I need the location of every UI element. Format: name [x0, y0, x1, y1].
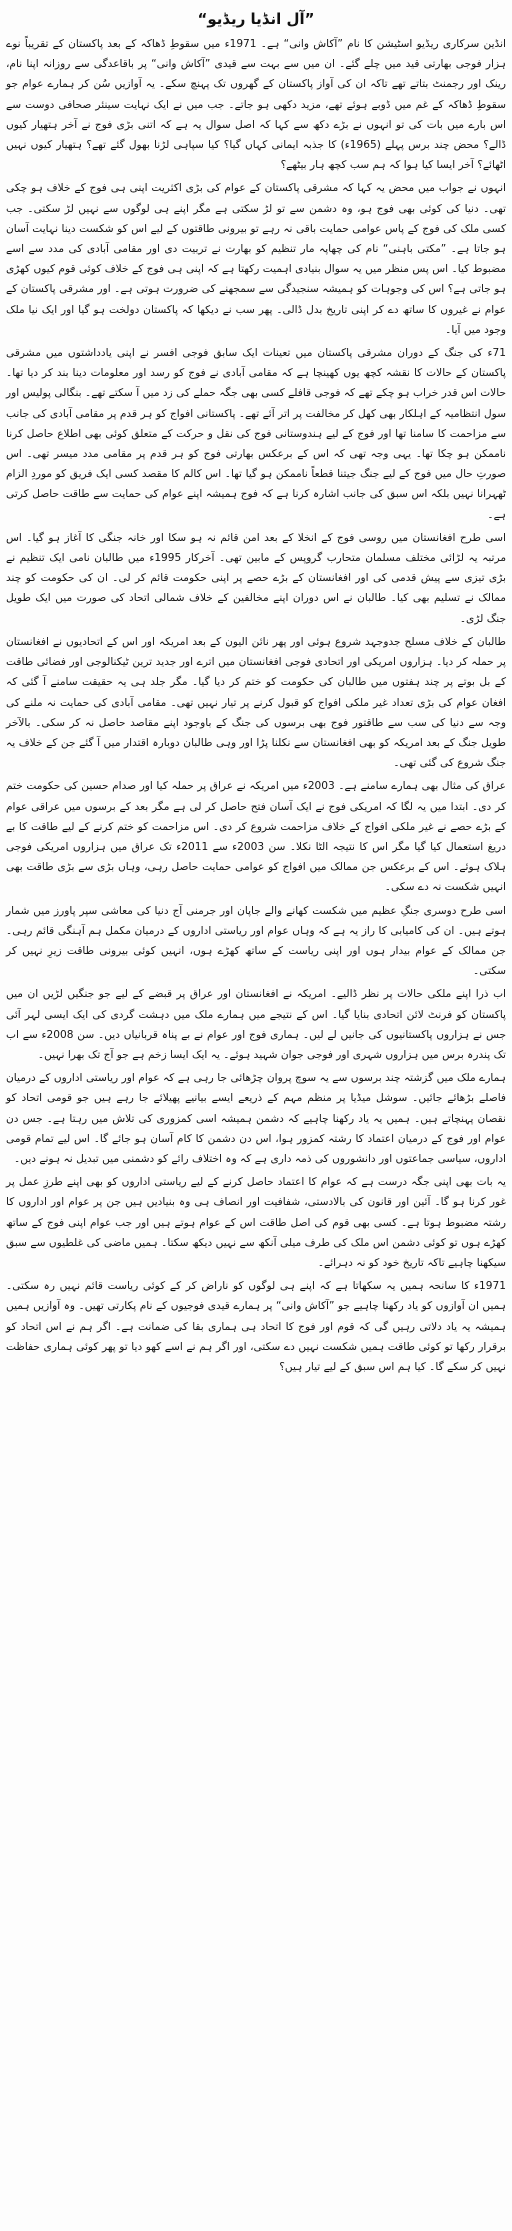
- paragraph: 71ء کی جنگ کے دوران مشرقی پاکستان میں تعینات ایک سابق فوجی افسر نے اپنی یادداشتوں میں مشرقی پاکستان کے حالات کا نقشہ کچھ یوں کھینچا ہے کہ مقامی آبادی نے فوج کو رسد اور معلومات دینا بند کر دیا تھا۔ حالات اس قدر خراب ہو چکے تھے کہ فوجی قافلے کسی بھی جگہ حملے کی زد میں آ سکتے تھے۔ بنگالی پولیس اور سول انتظامیہ کے اہلکار بھی کھل کر مخالفت پر اتر آئے تھے۔ پاکستانی افواج کو ہر قدم پر مقامی آبادی کی جانب سے مزاحمت کا سامنا تھا اور فوج کے لیے ہندوستانی فوج کی نقل و حرکت کے متعلق کوئی بھی اطلاع حاصل کرنا ناممکن ہو چکا تھا۔ یہی وجہ تھی کہ اس کے برعکس بھارتی فوج کو ہر قدم پر مقامی مدد میسر تھی۔ اس صورتِ حال میں فوج کے لیے جنگ جیتنا قطعاً ناممکن ہو گیا تھا۔ اس کالم کا مقصد کسی ایک فریق کو موردِ الزام ٹھہرانا نہیں بلکہ اس سبق کی جانب اشارہ کرنا ہے کہ فوج ہمیشہ اپنے عوام کی حمایت سے طاقت حاصل کرتی ہے۔: [6, 347, 506, 521]
- paragraph: ہمارے ملک میں گزشتہ چند برسوں سے یہ سوچ پروان چڑھائی جا رہی ہے کہ عوام اور ریاستی اداروں کے درمیان فاصلے بڑھائے جائیں۔ سوشل میڈیا پر منظم مہم کے ذریعے ایسے بیانیے پھیلائے جا رہے ہیں جو قومی اتحاد کو نقصان پہنچاتے ہیں۔ ہمیں یہ یاد رکھنا چاہیے کہ دشمن ہمیشہ اسی کمزوری کی تلاش میں رہتا ہے۔ جس دن عوام اور فوج کے درمیان اعتماد کا رشتہ کمزور ہوا، اس دن دشمن کا کام آسان ہو جائے گا۔ اس لیے تمام قومی اداروں، سیاسی جماعتوں اور دانشوروں کی ذمہ داری ہے کہ وہ اختلاف رائے کو دشمنی میں تبدیل نہ ہونے دیں۔: [6, 1072, 506, 1165]
- paragraph: انڈین سرکاری ریڈیو اسٹیشن کا نام ”آکاش وانی“ ہے۔ 1971ء میں سقوطِ ڈھاکہ کے بعد پاکستان کے تقریباً نوے ہزار فوجی بھارتی قید میں چلے گئے۔ ان میں سے بہت سے قیدی ”آکاش وانی“ پر باقاعدگی سے روزانہ اپنا نام، رینک اور رجمنٹ بتاتے تھے تاکہ ان کی آواز پاکستان کے گھروں تک پہنچ سکے۔ یہ آوازیں سُن کر ہمارے عوام جو سقوطِ ڈھاکہ کے غم میں ڈوبے ہوئے تھے، مزید دکھی ہو جاتے۔ جب میں نے ایک نہایت سینئر صحافی دوست سے اس بارے میں بات کی تو انہوں نے بڑے دکھ سے کہا کہ اصل سوال یہ ہے کہ اتنی بڑی فوج نے آخر ہتھیار کیوں ڈالے؟ محض چند برس پہلے (1965ء) کا جذبہ ایمانی کہاں گیا؟ کیا سپاہی لڑنا بھول گئے تھے؟ ہتھیار کیوں نہیں اٹھائے؟ آخر ایسا کیا ہوا کہ ہم سب کچھ ہار بیٹھے؟: [6, 38, 506, 172]
- paragraph: اسی طرح دوسری جنگِ عظیم میں شکست کھانے والے جاپان اور جرمنی آج دنیا کی معاشی سپر پاورز میں شمار ہوتے ہیں۔ ان کی کامیابی کا راز یہ ہے کہ وہاں عوام اور ریاستی اداروں کے درمیان مکمل ہم آہنگی قائم رہی۔ جن ممالک کے عوام بیدار ہوں اور اپنی ریاست کے ساتھ کھڑے ہوں، انہیں کوئی بیرونی طاقت زیرِ نہیں کر سکتی۔: [6, 904, 506, 978]
- paragraph: عراق کی مثال بھی ہمارے سامنے ہے۔ 2003ء میں امریکہ نے عراق پر حملہ کیا اور صدام حسین کی حکومت ختم کر دی۔ ابتدا میں یہ لگا کہ امریکی فوج نے ایک آسان فتح حاصل کر لی ہے مگر بعد کے برسوں میں عراقی عوام کے بڑے حصے نے غیر ملکی افواج کے خلاف مزاحمت شروع کر دی۔ اس مزاحمت کو ختم کرنے کے لیے طاقت کا بے دریغ استعمال کیا گیا مگر اس کا نتیجہ الٹا نکلا۔ سن 2003ء سے 2011ء تک عراق میں ہزاروں امریکی فوجی ہلاک ہوئے۔ اس کے برعکس جن ممالک میں افواج کو عوامی حمایت حاصل رہی، وہاں بڑی سے بڑی طاقت بھی انہیں شکست نہ دے سکی۔: [6, 780, 506, 894]
- paragraph: 1971ء کا سانحہ ہمیں یہ سکھاتا ہے کہ اپنے ہی لوگوں کو ناراض کر کے کوئی ریاست قائم نہیں رہ سکتی۔ ہمیں ان آوازوں کو یاد رکھنا چاہیے جو ”آکاش وانی“ پر ہمارے قیدی فوجیوں کے نام پکارتی تھیں۔ وہ آوازیں ہمیں ہمیشہ یہ یاد دلاتی رہیں گی کہ قوم اور فوج کا اتحاد ہی ہماری بقا کی ضمانت ہے۔ اگر ہم نے اس اتحاد کو برقرار رکھا تو کوئی طاقت ہمیں شکست نہیں دے سکتی، اور اگر ہم نے اسے کھو دیا تو پھر کوئی ہماری حفاظت نہیں کر سکے گا۔ کیا ہم اس سبق کے لیے تیار ہیں؟: [6, 1280, 506, 1373]
- paragraph: انہوں نے جواب میں محض یہ کہا کہ مشرقی پاکستان کے عوام کی بڑی اکثریت اپنی ہی فوج کے خلاف ہو چکی تھی۔ دنیا کی کوئی بھی فوج ہو، وہ دشمن سے تو لڑ سکتی ہے مگر اپنے ہی لوگوں سے نہیں لڑ سکتی۔ جب کسی ملک کی فوج کے پاس عوامی حمایت باقی نہ رہے تو بیرونی طاقتوں کے لیے اس کو شکست دینا نہایت آسان ہو جاتا ہے۔ ”مکتی باہنی“ نام کی چھاپہ مار تنظیم کو بھارت نے تربیت دی اور مقامی آبادی کی مدد سے اسے مضبوط کیا۔ اس پس منظر میں یہ سوال بنیادی اہمیت رکھتا ہے کہ اپنی ہی فوج کے خلاف کوئی قوم کیوں کھڑی ہو جاتی ہے؟ اس کی وجوہات کو ہمیشہ سنجیدگی سے سمجھنے کی ضرورت ہوتی ہے۔ اور مشرقی پاکستان کے عوام نے غیروں کا ساتھ دے کر اپنی تاریخ بدل ڈالی۔ پھر سب نے دیکھا کہ پاکستان دولخت ہو گیا اور ایک نیا ملک وجود میں آیا۔: [6, 182, 506, 336]
- paragraph: طالبان کے خلاف مسلح جدوجہد شروع ہوئی اور پھر نائن الیون کے بعد امریکہ اور اس کے اتحادیوں نے افغانستان پر حملہ کر دیا۔ ہزاروں امریکی اور اتحادی فوجی افغانستان میں اترے اور جدید ترین ٹیکنالوجی اور فضائی طاقت کے بل بوتے پر چند ہفتوں میں طالبان کی حکومت کو ختم کر دیا گیا۔ مگر جلد ہی یہ حقیقت سامنے آ گئی کہ افغان عوام کی بڑی تعداد غیر ملکی افواج کو قبول کرنے پر تیار نہیں تھی۔ مقامی آبادی کی حمایت نہ ملنے کی وجہ سے دنیا کی سب سے طاقتور فوج بھی برسوں کی جنگ کے باوجود اپنے مقاصد حاصل نہ کر سکی۔ بالآخر طویل جنگ کے بعد امریکہ کو بھی افغانستان سے نکلنا پڑا اور وہی طالبان دوبارہ اقتدار میں آ گئے جن کے خلاف یہ جنگ شروع کی گئی تھی۔: [6, 635, 506, 770]
- paragraph: یہ بات بھی اپنی جگہ درست ہے کہ عوام کا اعتماد حاصل کرنے کے لیے ریاستی اداروں کو بھی اپنے طرزِ عمل پر غور کرنا ہو گا۔ آئین اور قانون کی بالادستی، شفافیت اور انصاف ہی وہ بنیادیں ہیں جن پر عوام اور اداروں کا رشتہ مضبوط ہوتا ہے۔ کسی بھی قوم کی اصل طاقت اس کے عوام ہوتے ہیں اور جب عوام اپنی فوج کے ساتھ کھڑے ہوں تو کوئی دشمن اس ملک کی طرف میلی آنکھ سے نہیں دیکھ سکتا۔ ہمیں ماضی کی غلطیوں سے سبق سیکھنا چاہیے تاکہ تاریخ خود کو نہ دہرائے۔: [6, 1176, 506, 1269]
- column-headline: ”آل انڈیا ریڈیو“: [197, 10, 315, 28]
- paragraph: اب ذرا اپنے ملکی حالات پر نظر ڈالیے۔ امریکہ نے افغانستان اور عراق پر قبضے کے لیے جو جنگیں لڑیں ان میں پاکستان کو فرنٹ لائن اتحادی بنایا گیا۔ اس کے نتیجے میں ہمارے ملک میں دہشت گردی کی ایک ایسی لہر آئی جس نے ہزاروں پاکستانیوں کی جانیں لے لیں۔ ہماری فوج اور عوام نے بے پناہ قربانیاں دیں۔ سن 2008ء سے اب تک پندرہ برس میں ہزاروں شہری اور فوجی جوان شہید ہوئے۔ یہ ایک ایسا زخم ہے جو آج تک بھرا نہیں۔: [6, 988, 507, 1061]
- paragraph: اسی طرح افغانستان میں روسی فوج کے انخلا کے بعد امن قائم نہ ہو سکا اور خانہ جنگی کا آغاز ہو گیا۔ اس مرتبہ یہ لڑائی مختلف مسلمان متحارب گروپس کے مابین تھی۔ آخرکار 1995ء میں طالبان نامی ایک تنظیم نے بڑی تیزی سے پیش قدمی کی اور افغانستان کے بڑے حصے پر اپنی حکومت قائم کر لی۔ ان کی حکومت کو چند ممالک نے تسلیم بھی کیا۔ طالبان نے اس دوران اپنے مخالفین کے خلاف شمالی اتحاد کی صورت میں ایک طویل جنگ لڑی۔: [6, 531, 506, 625]
- column-body: [6, 34, 506, 1377]
